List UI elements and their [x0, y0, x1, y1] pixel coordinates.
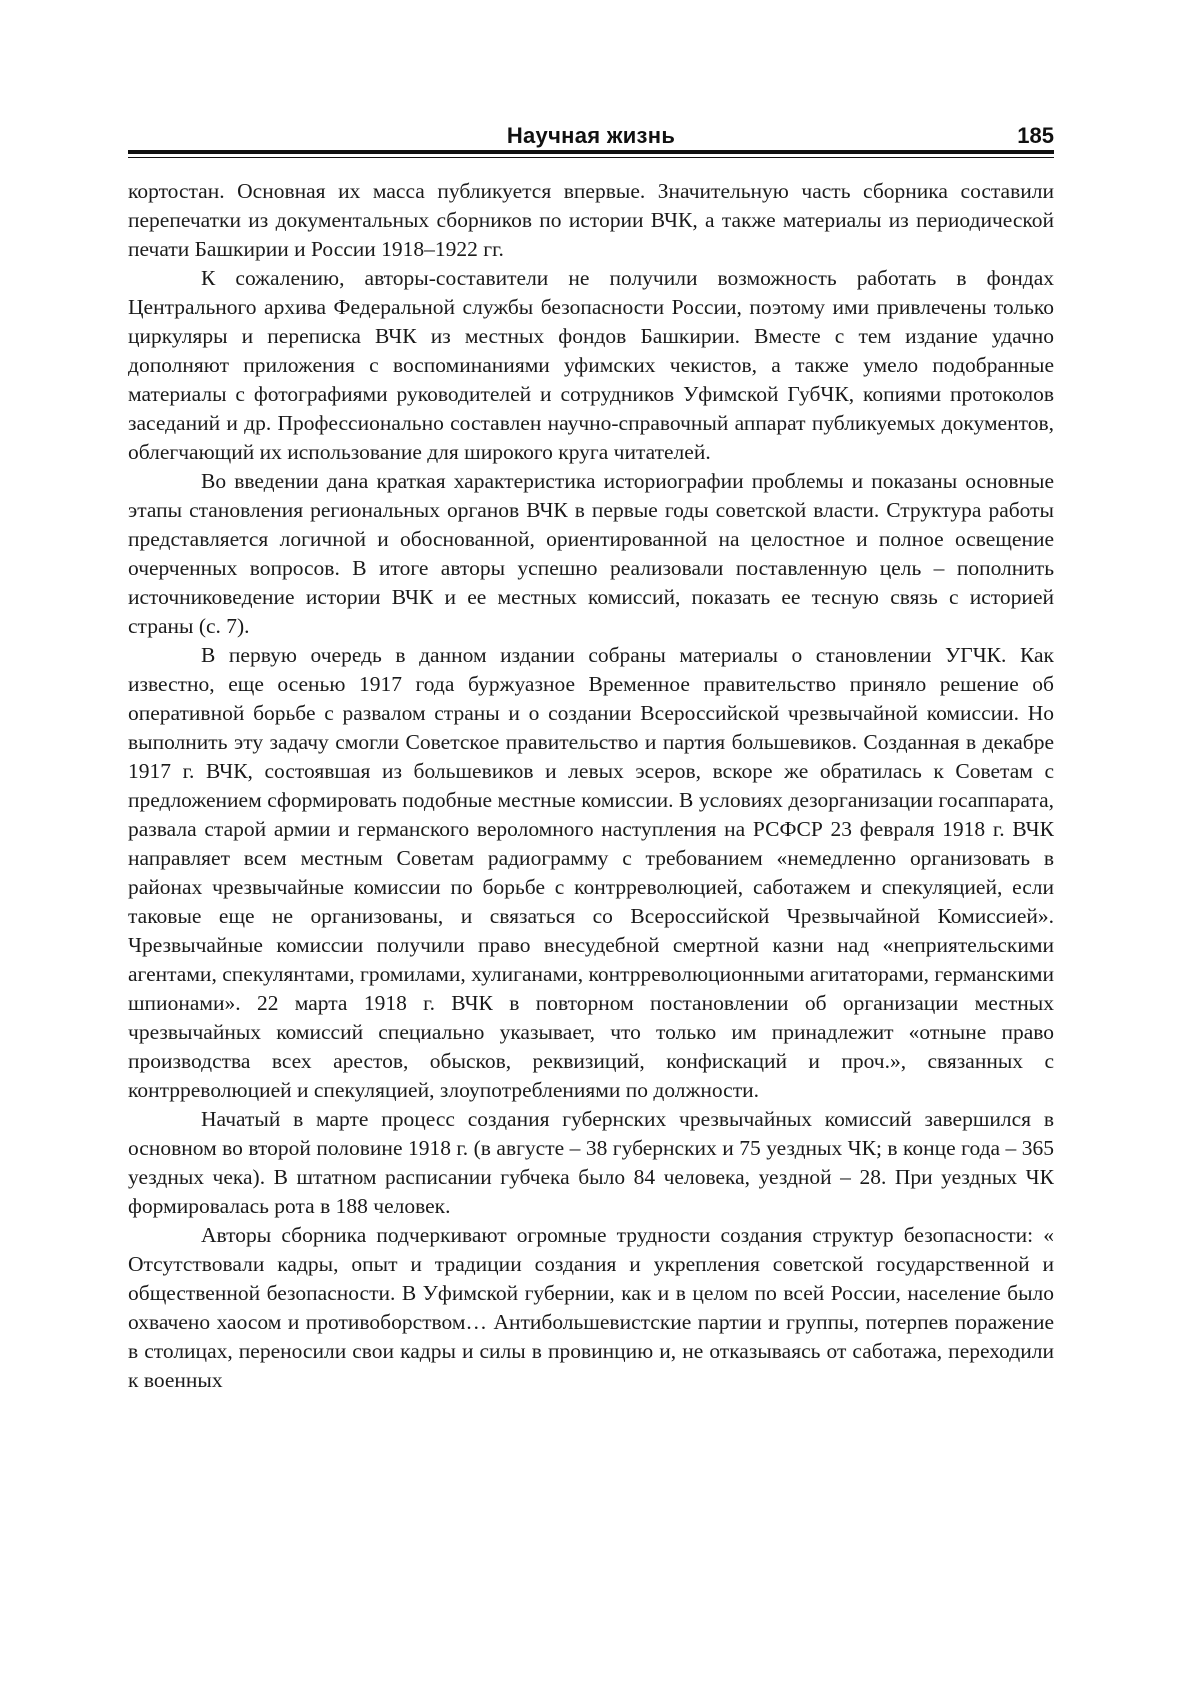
paragraph-5: Начатый в марте процесс создания губернских чрезвычайных комиссий завершился в основном во второй половине 1918 г. (в августе – 38 губернских и 75 уездных ЧК; в конце года – 365 уездных чека). В штатном расписании губчека было 84 человека, уездной – 28. При уездных ЧК формировалась рота в 188 человек.: [128, 1107, 1054, 1218]
header-rule-thick: [128, 150, 1054, 154]
paragraph-6: Авторы сборника подчеркивают огромные трудности создания структур безопасности: « Отсутствовали кадры, опыт и традиции создания и укрепления советской государственной и общественной безопасности. В Уфимской губернии, как и в целом по всей России, население было охвачено хаосом и противоборством… Антибольшевистские партии и группы, потерпев поражение в столицах, переносили свои кадры и силы в провинцию и, не отказываясь от саботажа, переходили к военных: [128, 1223, 1054, 1392]
paragraph-2: К сожалению, авторы-составители не получили возможность работать в фондах Центрального архива Федеральной службы безопасности России, поэтому ими привлечены только циркуляры и переписка ВЧК из местных фондов Башкирии. Вместе с тем издание удачно дополняют приложения с воспоминаниями уфимских чекистов, а также умело подобранные материалы с фотографиями руководителей и сотрудников Уфимской ГубЧК, копиями протоколов заседаний и др. Профессионально составлен научно-справочный аппарат публикуемых документов, облегчающий их использование для широкого круга читателей.: [128, 266, 1054, 464]
header-rule-thin: [128, 157, 1054, 158]
paragraph-1: кортостан. Основная их масса публикуется впервые. Значительную часть сборника составили перепечатки из документальных сборников по истории ВЧК, а также материалы из периодической печати Башкирии и России 1918–1922 гг.: [128, 179, 1054, 261]
page-number: 185: [1017, 123, 1054, 148]
running-header: [128, 122, 1054, 150]
paragraph-3: Во введении дана краткая характеристика историографии проблемы и показаны основные этапы становления региональных органов ВЧК в первые годы советской власти. Структура работы представляется логичной и обоснованной, ориентированной на целостное и полное освещение очерченных вопросов. В итоге авторы успешно реализовали поставленную цель – пополнить источниковедение истории ВЧК и ее местных комиссий, показать ее тесную связь с историей страны (с. 7).: [128, 469, 1054, 638]
article-body: [128, 177, 1054, 1395]
paragraph-4: В первую очередь в данном издании собраны материалы о становлении УГЧК. Как известно, еще осенью 1917 года буржуазное Временное правительство приняло решение об оперативной борьбе с развалом страны и о создании Всероссийской чрезвычайной комиссии. Но выполнить эту задачу смогли Советское правительство и партия большевиков. Созданная в декабре 1917 г. ВЧК, состоявшая из большевиков и левых эсеров, вскоре же обратилась к Советам с предложением сформировать подобные местные комиссии. В условиях дезорганизации госаппарата, развала старой армии и германского вероломного наступления на РСФСР 23 февраля 1918 г. ВЧК направляет всем местным Советам радиограмму с требованием «немедленно организовать в районах чрезвычайные комиссии по борьбе с контрреволюцией, саботажем и спекуляцией, если таковые еще не организованы, и связаться со Всероссийской Чрезвычайной Комиссией». Чрезвычайные комиссии получили право внесудебной смертной казни над «неприятельскими агентами, спекулянтами, громилами, хулиганами, контрреволюционными агитаторами, германскими шпионами». 22 марта 1918 г. ВЧК в повторном постановлении об организации местных чрезвычайных комиссий специально указывает, что только им принадлежит «отныне право производства всех арестов, обысков, реквизиций, конфискаций и проч.», связанных с контрреволюцией и спекуляцией, злоупотреблениями по должности.: [128, 643, 1054, 1102]
running-header-title: Научная жизнь: [506, 123, 676, 148]
